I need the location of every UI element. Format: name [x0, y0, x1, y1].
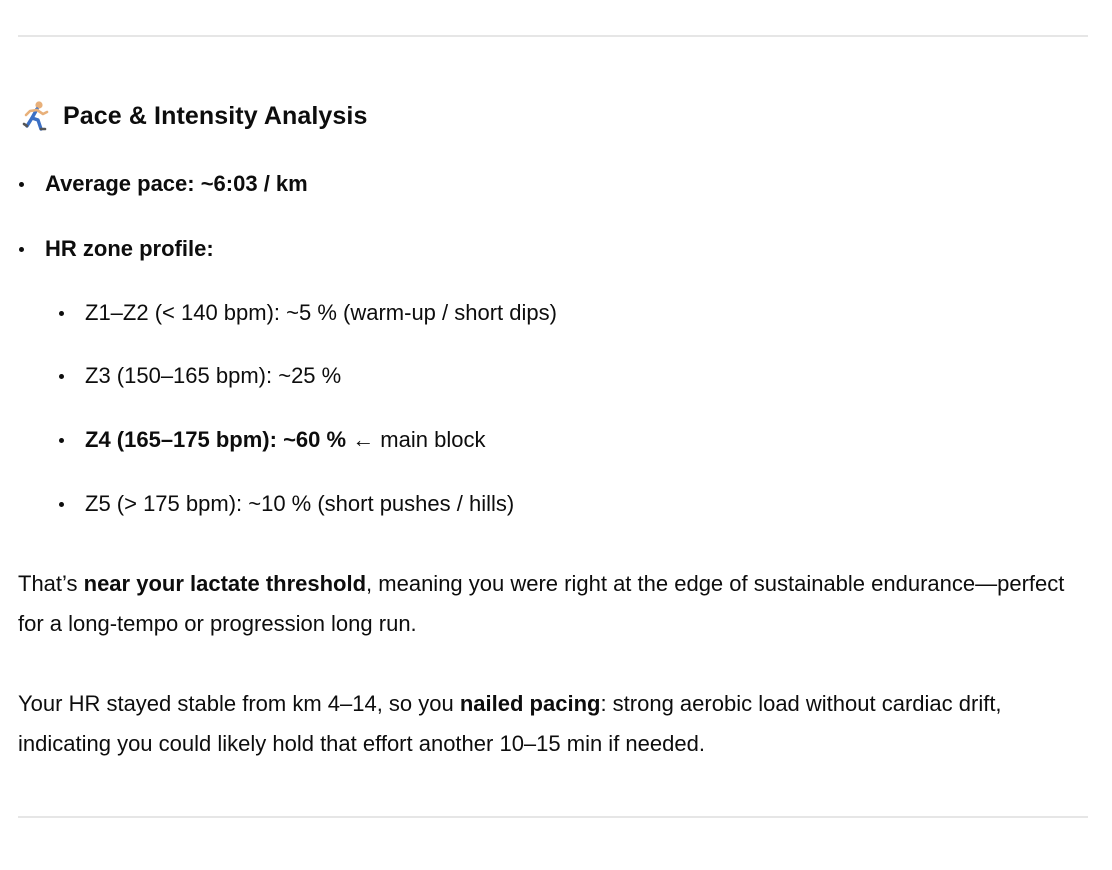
- threshold-paragraph-end: , meaning you were right at the edge of sustainable endurance—perfect for a long-tempo or progression long run.: [18, 571, 1065, 636]
- bottom-divider: [18, 816, 1088, 818]
- bullet-icon: [59, 311, 64, 316]
- zone-z5-text: Z5 (> 175 bpm): ~10 % (short pushes / hills): [85, 491, 515, 516]
- section-heading: [18, 98, 367, 134]
- bullet-icon: [59, 502, 64, 507]
- bullet-icon: [19, 182, 24, 187]
- runner-icon: [18, 99, 52, 133]
- zone-z4-text: Z4 (165–175 bpm): ~60 %: [85, 427, 347, 452]
- threshold-paragraph-bold: near your lactate threshold: [83, 571, 367, 596]
- top-divider: [18, 35, 1088, 37]
- pacing-paragraph-bold: nailed pacing: [459, 691, 601, 716]
- zone-z1-z2-text: Z1–Z2 (< 140 bpm): ~5 % (warm-up / short dips): [85, 300, 557, 325]
- threshold-paragraph: [18, 564, 1093, 644]
- bullet-icon: [59, 374, 64, 379]
- threshold-paragraph-start: That’s: [18, 571, 84, 596]
- zone-z3-text: Z3 (150–165 bpm): ~25 %: [85, 363, 342, 388]
- list-item-zone-z5: [59, 488, 514, 520]
- bullet-icon: [19, 247, 24, 252]
- list-item-hr-zone-profile: [19, 233, 214, 265]
- list-item-zone-z3: [59, 360, 341, 392]
- zone-z4-note: ← main block: [346, 427, 486, 452]
- pacing-paragraph: [18, 684, 1093, 764]
- pacing-paragraph-start: Your HR stayed stable from km 4–14, so you: [18, 691, 460, 716]
- avg-pace-text: Average pace: ~6:03 / km: [45, 171, 308, 196]
- list-item-zone-z1-z2: [59, 297, 557, 329]
- hr-zone-title: HR zone profile:: [45, 236, 214, 261]
- list-item-avg-pace: [19, 168, 308, 200]
- section-title: Pace & Intensity Analysis: [63, 101, 368, 130]
- pacing-paragraph-end: : strong aerobic load without cardiac drift, indicating you could likely hold that effort another 10–15 min if needed.: [18, 691, 1002, 756]
- bullet-icon: [59, 438, 64, 443]
- list-item-zone-z4: [59, 424, 485, 456]
